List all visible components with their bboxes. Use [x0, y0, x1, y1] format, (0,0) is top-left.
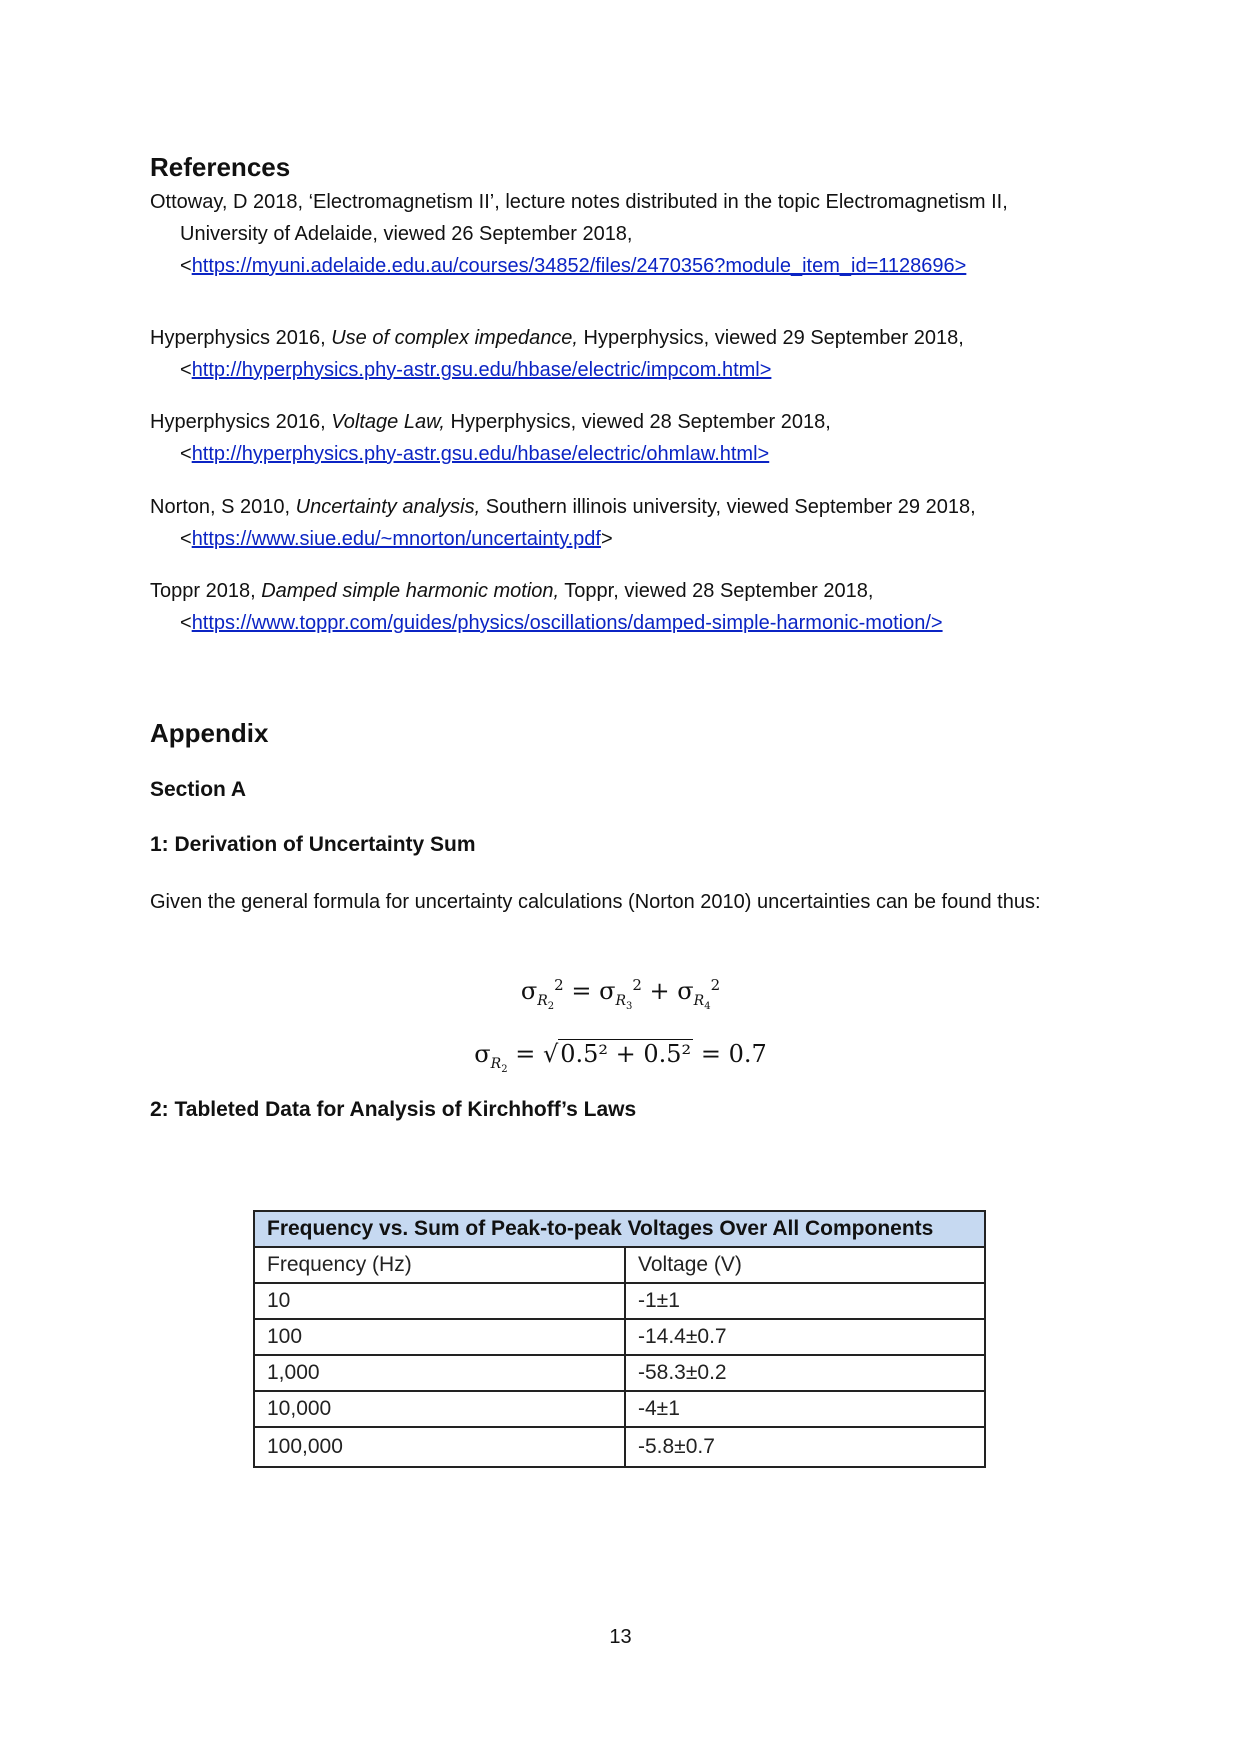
reference-title: Uncertainty analysis,	[295, 496, 481, 518]
table-row	[254, 1319, 985, 1355]
table-cell: -1±1	[625, 1283, 985, 1319]
table-cell: 100,000	[254, 1427, 625, 1467]
table-row	[254, 1427, 985, 1467]
reference-link[interactable]: https://www.toppr.com/guides/physics/oscillations/damped-simple-harmonic-motion/>	[191, 612, 943, 634]
table-cell: -58.3±0.2	[625, 1355, 985, 1391]
reference-text: Hyperphysics 2016,	[150, 327, 332, 349]
table-title: Frequency vs. Sum of Peak-to-peak Voltages Over All Components	[254, 1211, 985, 1247]
table-cell: -5.8±0.7	[625, 1427, 985, 1467]
reference-text: Norton, S 2010,	[150, 496, 296, 518]
reference-item	[150, 406, 1090, 470]
reference-title: Damped simple harmonic motion,	[261, 580, 560, 602]
column-header: Voltage (V)	[625, 1247, 985, 1283]
column-header: Frequency (Hz)	[254, 1247, 625, 1283]
page-number: 13	[609, 1626, 632, 1648]
reference-text: Toppr, viewed 28 September 2018,	[559, 580, 874, 602]
body-paragraph: Given the general formula for uncertainty calculations (Norton 2010) uncertainties can be found thus:	[150, 891, 1041, 913]
reference-title: Voltage Law,	[331, 411, 445, 433]
reference-item	[150, 491, 1090, 555]
reference-text: Toppr 2018,	[150, 580, 262, 602]
references-heading: References	[150, 152, 291, 182]
table-header-row	[254, 1247, 985, 1283]
reference-title: Use of complex impedance,	[331, 327, 578, 349]
table-cell: -4±1	[625, 1391, 985, 1427]
reference-item	[150, 575, 1090, 639]
reference-item	[150, 322, 1090, 386]
equation-uncertainty-value: $\sigma_{R_2} = √0.5^2 + 0.5^2 = 0.7$	[474, 1040, 767, 1075]
appendix-heading: Appendix	[150, 718, 269, 748]
table-cell: 100	[254, 1319, 625, 1355]
reference-text: Ottoway, D 2018, ‘Electromagnetism II’, lecture notes distributed in the topic Electromagnetism II,	[150, 191, 1008, 213]
reference-text: Southern illinois university, viewed September 29 2018,	[480, 496, 976, 518]
reference-continuation	[150, 218, 1090, 250]
reference-url-line: <https://www.toppr.com/guides/physics/oscillations/damped-simple-harmonic-motion/>	[180, 612, 943, 634]
reference-link[interactable]: http://hyperphysics.phy-astr.gsu.edu/hbase/electric/impcom.html>	[191, 359, 772, 381]
reference-item	[150, 186, 1090, 282]
reference-url-line: <https://www.siue.edu/~mnorton/uncertainty.pdf>	[180, 528, 613, 550]
equation-uncertainty-sum: $\sigma_{R_2}^2 = \sigma_{R_3}^2 + \sigma_{R_4}^2$	[520, 976, 721, 1012]
table-title-row	[254, 1211, 985, 1247]
section-heading: Section A	[150, 778, 247, 801]
reference-source: University of Adelaide, viewed 26 September 2018,	[180, 223, 633, 245]
equation-result: = 0.7	[700, 1040, 767, 1068]
reference-link[interactable]: https://www.siue.edu/~mnorton/uncertainty.pdf	[191, 528, 601, 550]
reference-text: Hyperphysics, viewed 29 September 2018,	[578, 327, 964, 349]
reference-url-close: >	[600, 528, 613, 550]
reference-link[interactable]: http://hyperphysics.phy-astr.gsu.edu/hbase/electric/ohmlaw.html>	[191, 443, 770, 465]
subsection-heading-uncertainty: 1: Derivation of Uncertainty Sum	[150, 833, 476, 856]
table-row	[254, 1283, 985, 1319]
voltage-table	[253, 1210, 986, 1468]
reference-url-line: <http://hyperphysics.phy-astr.gsu.edu/hbase/electric/ohmlaw.html>	[180, 443, 770, 465]
reference-text: Hyperphysics 2016,	[150, 411, 332, 433]
table-cell: 10,000	[254, 1391, 625, 1427]
subsection-heading-kirchhoff: 2: Tableted Data for Analysis of Kirchhoff’s Laws	[150, 1098, 637, 1121]
table-cell: 1,000	[254, 1355, 625, 1391]
table-cell: -14.4±0.7	[625, 1319, 985, 1355]
radicand: 0.5² + 0.5²	[560, 1040, 692, 1068]
square-root: √0.5² + 0.5²	[542, 1040, 692, 1068]
table-row	[254, 1391, 985, 1427]
reference-url-line: <https://myuni.adelaide.edu.au/courses/34852/files/2470356?module_item_id=1128696>	[180, 255, 967, 277]
table-cell: 10	[254, 1283, 625, 1319]
table-row	[254, 1355, 985, 1391]
reference-url-line: <http://hyperphysics.phy-astr.gsu.edu/hbase/electric/impcom.html>	[180, 359, 772, 381]
reference-link[interactable]: https://myuni.adelaide.edu.au/courses/34852/files/2470356?module_item_id=1128696>	[191, 255, 967, 277]
reference-text: Hyperphysics, viewed 28 September 2018,	[445, 411, 831, 433]
